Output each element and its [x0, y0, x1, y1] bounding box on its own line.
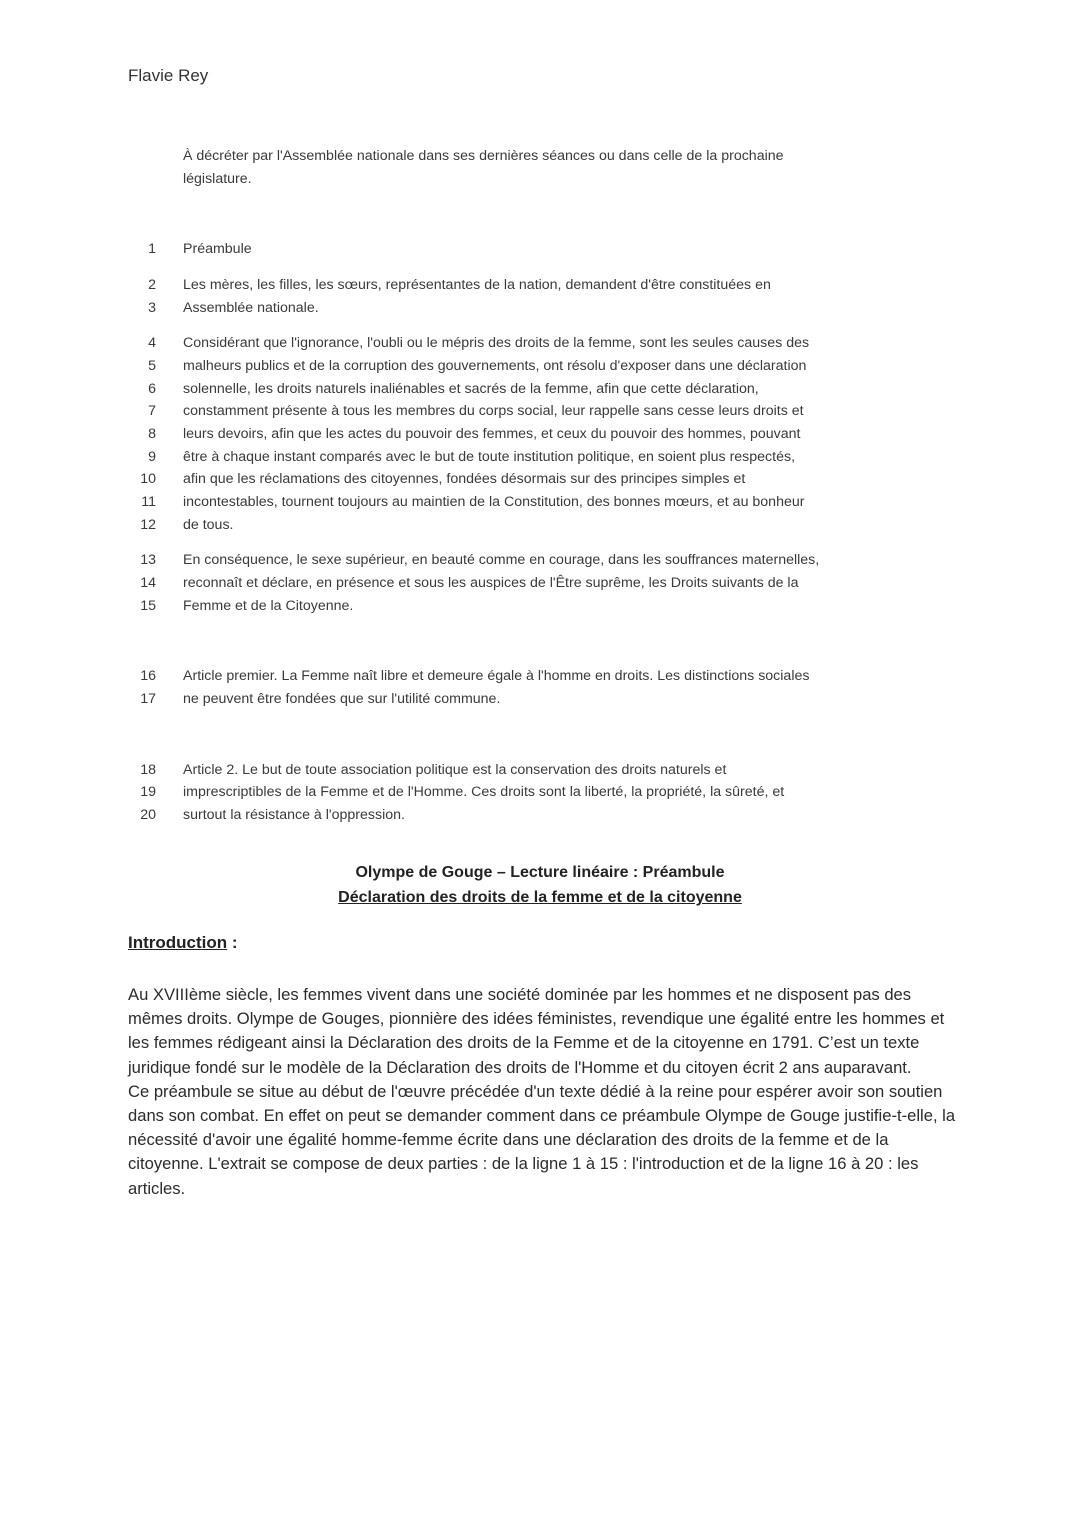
excerpt-line: [0, 355, 960, 378]
line-number: 16: [140, 668, 156, 684]
line-number: 8: [148, 426, 156, 442]
excerpt-line: [0, 332, 960, 355]
excerpt-line: [0, 549, 960, 572]
excerpt-line: [0, 378, 960, 401]
line-text: reconnaît et déclare, en présence et sous les auspices de l'Être suprême, les Droits suivants de la: [183, 575, 799, 591]
author-name: Flavie Rey: [128, 66, 209, 85]
line-number: 3: [148, 300, 156, 316]
introduction-heading-text: Introduction: [128, 933, 228, 952]
introduction-paragraph: Ce préambule se situe au début de l'œuvre précédée d'un texte dédié à la reine pour espérer avoir son soutien dans son combat. En effet on peut se demander comment dans ce préambule Olympe de Gouge justifie-t-elle, la nécessité d'avoir une égalité homme-femme écrite dans une déclaration des droits de la femme et de la citoyenne. L'extrait se compose de deux parties : de la ligne 1 à 15 : l'introduction et de la ligne 16 à 20 : les articles.: [128, 1081, 956, 1198]
line-number: 7: [148, 403, 156, 419]
line-number: 1: [148, 241, 156, 257]
line-number: 11: [141, 494, 156, 510]
excerpt-line: [0, 238, 960, 261]
line-text: Préambule: [183, 241, 252, 257]
line-text: En conséquence, le sexe supérieur, en beauté comme en courage, dans les souffrances maternelles,: [183, 552, 820, 568]
excerpt-line: [0, 491, 960, 514]
excerpt-line: [0, 446, 960, 469]
line-number: 14: [140, 575, 156, 591]
title-line-2: Déclaration des droits de la femme et de la citoyenne: [338, 889, 742, 906]
introduction-heading-suffix: :: [227, 933, 238, 952]
excerpt-line: [0, 297, 960, 320]
excerpt-line: [0, 759, 960, 782]
line-text: afin que les réclamations des citoyennes, fondées désormais sur des principes simples et: [183, 471, 746, 487]
excerpt-line: [0, 688, 960, 711]
line-text: Considérant que l'ignorance, l'oubli ou le mépris des droits de la femme, sont les seules causes des: [183, 335, 810, 351]
excerpt-line: [0, 274, 960, 297]
line-number: 20: [140, 807, 156, 823]
line-text: surtout la résistance à l'oppression.: [183, 807, 405, 823]
excerpt-line: [0, 781, 960, 804]
excerpt-line: [0, 468, 960, 491]
line-number: 6: [148, 381, 156, 397]
line-text: leurs devoirs, afin que les actes du pouvoir des femmes, et ceux du pouvoir des hommes, pouvant: [183, 426, 801, 442]
line-text: imprescriptibles de la Femme et de l'Homme. Ces droits sont la liberté, la propriété, la sûreté, et: [183, 784, 785, 800]
excerpt-note-line: législature.: [183, 171, 252, 187]
excerpt-line: [0, 804, 960, 827]
excerpt-line: [0, 423, 960, 446]
excerpt-line: [0, 400, 960, 423]
line-number: 5: [148, 358, 156, 374]
line-text: être à chaque instant comparés avec le but de toute institution politique, en soient plus respectés,: [183, 449, 796, 465]
excerpt-line: [0, 595, 960, 618]
line-text: Article premier. La Femme naît libre et demeure égale à l'homme en droits. Les distinctions sociales: [183, 668, 810, 684]
line-number: 18: [140, 762, 156, 778]
excerpt-line: [0, 665, 960, 688]
excerpt-line: [0, 572, 960, 595]
excerpt-note-line: À décréter par l'Assemblée nationale dans ses dernières séances ou dans celle de la prochaine: [183, 148, 784, 164]
line-text: Les mères, les filles, les sœurs, représentantes de la nation, demandent d'être constituées en: [183, 277, 771, 293]
excerpt-note: [183, 145, 903, 191]
line-number: 15: [140, 598, 156, 614]
line-text: incontestables, tournent toujours au maintien de la Constitution, des bonnes mœurs, et au bonheur: [183, 494, 805, 510]
line-text: constamment présente à tous les membres du corps social, leur rappelle sans cesse leurs droits et: [183, 403, 804, 419]
introduction-paragraph: Au XVIIIème siècle, les femmes vivent dans une société dominée par les hommes et ne disposent pas des mêmes droits. Olympe de Gouges, pionnière des idées féministes, revendique une égalité entre les hommes et les femmes rédigeant ainsi la Déclaration des droits de la Femme et de la citoyenne en 1791. C’est un texte juridique fondé sur le modèle de la Déclaration des droits de l'Homme et du citoyen écrit 2 ans auparavant.: [128, 985, 945, 1077]
line-number: 9: [148, 449, 156, 465]
excerpt-line: [0, 514, 960, 537]
line-number: 4: [148, 335, 156, 351]
line-text: de tous.: [183, 517, 234, 533]
line-text: Femme et de la Citoyenne.: [183, 598, 354, 614]
line-text: malheurs publics et de la corruption des gouvernements, ont résolu d'exposer dans une déclaration: [183, 358, 807, 374]
line-number: 12: [140, 517, 156, 533]
introduction-heading: [128, 933, 238, 953]
title-line-1: Olympe de Gouge – Lecture linéaire : Préambule: [355, 864, 725, 881]
line-number: 17: [140, 691, 156, 707]
line-number: 10: [140, 471, 156, 487]
line-number: 13: [140, 552, 156, 568]
introduction-body: [128, 983, 958, 1201]
line-number: 2: [148, 277, 156, 293]
line-text: solennelle, les droits naturels inaliénables et sacrés de la femme, afin que cette déclaration,: [183, 381, 759, 397]
line-number: 19: [140, 784, 156, 800]
line-text: Assemblée nationale.: [183, 300, 319, 316]
line-text: ne peuvent être fondées que sur l'utilité commune.: [183, 691, 501, 707]
line-text: Article 2. Le but de toute association politique est la conservation des droits naturels et: [183, 762, 727, 778]
